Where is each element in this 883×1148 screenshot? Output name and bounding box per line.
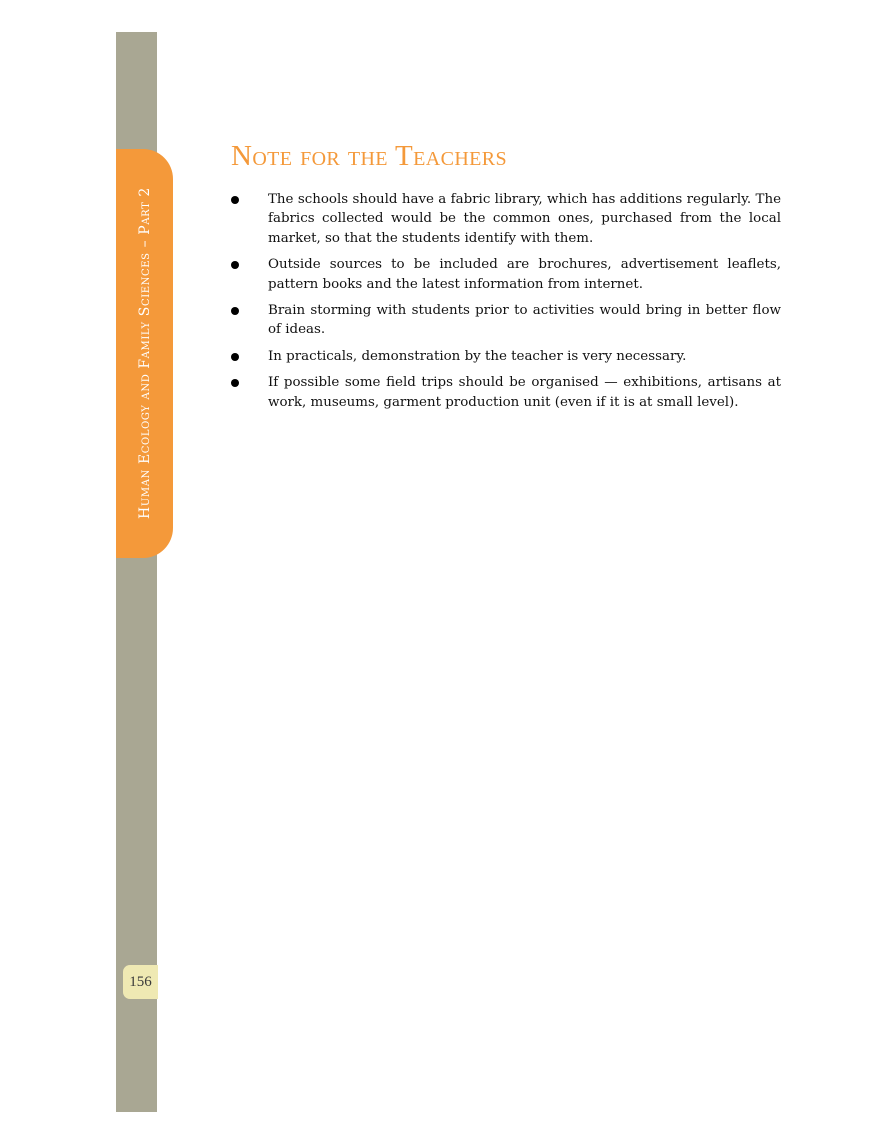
bullet-icon <box>231 261 239 269</box>
list-item-text: Outside sources to be included are brochures, advertisement leaflets, pattern books and the latest information from internet. <box>268 257 781 292</box>
book-title: Human Ecology and Family Sciences – Part 2 <box>137 187 153 519</box>
bullet-icon <box>231 353 239 361</box>
list-item-text: The schools should have a fabric library, which has additions regularly. The fabrics collected would be the common ones, purchased from the local market, so that the students identify with them. <box>268 192 781 246</box>
page-number: 156 <box>123 965 158 999</box>
list-item <box>231 347 781 366</box>
list-item <box>231 373 781 412</box>
bullet-icon <box>231 307 239 315</box>
list-item <box>231 255 781 294</box>
bullet-icon <box>231 379 239 387</box>
list-item <box>231 190 781 248</box>
list-item-text: In practicals, demonstration by the teacher is very necessary. <box>268 348 687 364</box>
list-item-text: Brain storming with students prior to activities would bring in better flow of ideas. <box>268 303 781 338</box>
list-item-text: If possible some field trips should be organised — exhibitions, artisans at work, museums, garment production unit (even if it is at small level). <box>268 375 781 410</box>
section-heading: Note for the Teachers <box>231 140 508 172</box>
bullet-icon <box>231 196 239 204</box>
bullet-list <box>231 190 781 419</box>
list-item <box>231 301 781 340</box>
